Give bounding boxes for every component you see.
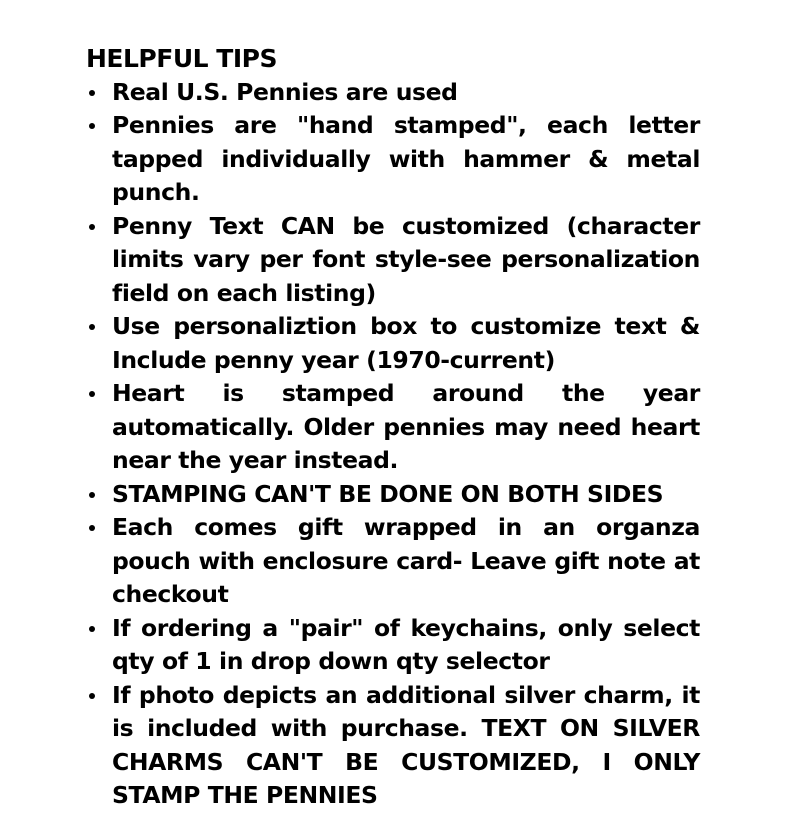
tip-list-item bbox=[86, 377, 700, 478]
tip-text: If photo depicts an additional silver charm, it is included with purchase. TEXT ON SILVER CHARMS CAN'T BE CUSTOMIZED, I ONLY STAMP THE PENNIES bbox=[112, 680, 700, 809]
bullet-icon bbox=[89, 693, 95, 699]
page-title: HELPFUL TIPS bbox=[86, 44, 277, 73]
tip-list-item bbox=[86, 109, 700, 210]
tip-text: If ordering a "pair" of keychains, only select qty of 1 in drop down qty selector bbox=[112, 613, 700, 675]
bullet-icon bbox=[89, 324, 95, 330]
bullet-icon bbox=[89, 90, 95, 96]
tip-text: Real U.S. Pennies are used bbox=[112, 77, 458, 106]
tip-list-item bbox=[86, 76, 700, 110]
tip-text: Each comes gift wrapped in an organza pouch with enclosure card- Leave gift note at checkout bbox=[112, 513, 700, 608]
tip-text: Penny Text CAN be customized (character limits vary per font style-see personalization field on each listing) bbox=[112, 211, 700, 307]
tip-list-item bbox=[86, 612, 700, 679]
tip-list-item bbox=[86, 679, 700, 813]
tip-text: STAMPING CAN'T BE DONE ON BOTH SIDES bbox=[112, 479, 664, 508]
tip-list-item bbox=[86, 478, 700, 512]
bullet-icon bbox=[89, 391, 95, 397]
bullet-icon bbox=[89, 123, 95, 129]
bullet-icon bbox=[89, 525, 95, 531]
bullet-icon bbox=[89, 224, 95, 230]
tip-list-item bbox=[86, 511, 700, 612]
tip-text: Heart is stamped around the year automatically. Older pennies may need heart near the year instead. bbox=[112, 379, 700, 474]
tip-text: Pennies are "hand stamped", each letter tapped individually with hammer & metal punch. bbox=[112, 111, 700, 206]
tips-list bbox=[86, 76, 700, 813]
bullet-icon bbox=[89, 492, 95, 498]
tip-text: Use personaliztion box to customize text & Include penny year (1970-current) bbox=[112, 312, 700, 374]
tip-list-item bbox=[86, 210, 700, 311]
bullet-icon bbox=[89, 626, 95, 632]
tip-list-item bbox=[86, 310, 700, 377]
tips-panel bbox=[86, 42, 700, 813]
